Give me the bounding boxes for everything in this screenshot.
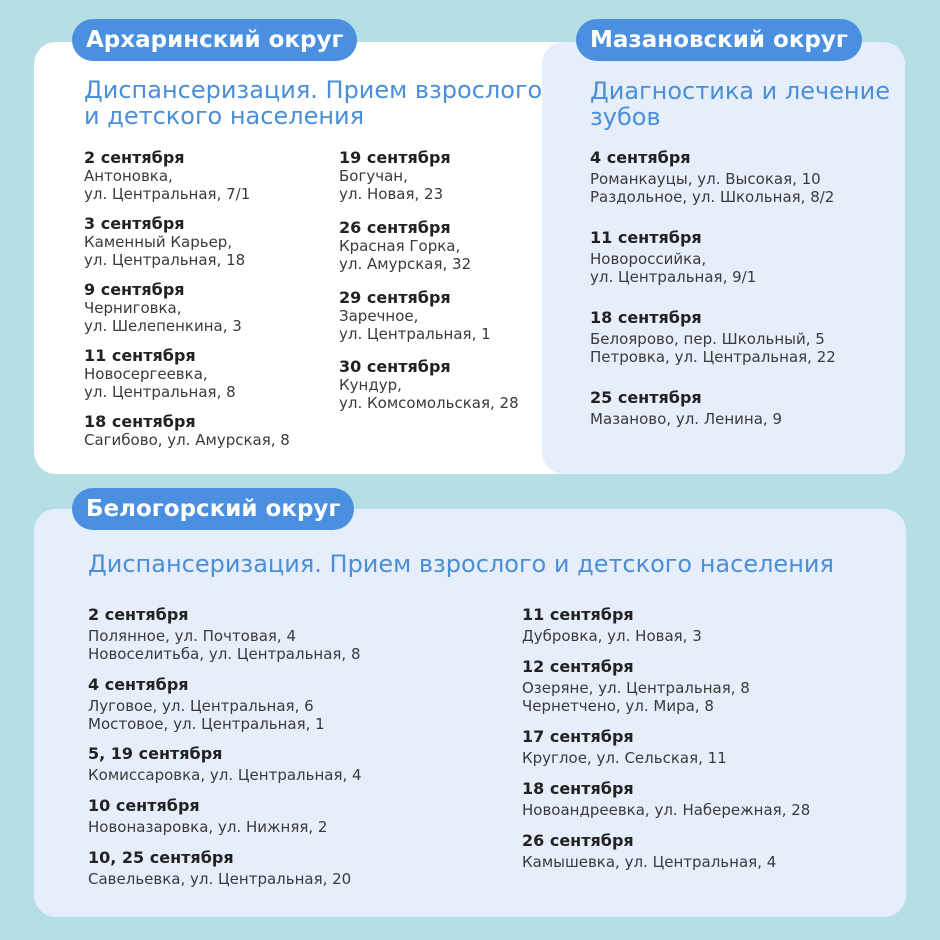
schedule-address: Новосергеевка, [84, 365, 208, 383]
schedule-address: Полянное, ул. Почтовая, 4 [88, 627, 296, 645]
schedule-entry [522, 727, 727, 767]
schedule-address: ул. Новая, 23 [339, 185, 444, 203]
schedule-date: 19 сентября [339, 148, 451, 167]
schedule-date: 5, 19 сентября [88, 744, 223, 763]
schedule-address: Сагибово, ул. Амурская, 8 [84, 431, 290, 449]
schedule-address: Новоандреевка, ул. Набережная, 28 [522, 801, 811, 819]
schedule-address: Новороссийка, [590, 250, 707, 268]
schedule-entry [88, 744, 362, 784]
schedule-date: 18 сентября [590, 308, 702, 327]
mazanovsky-subtitle: Диагностика и лечение зубов [590, 77, 890, 131]
schedule-address: Озеряне, ул. Центральная, 8 [522, 679, 750, 697]
schedule-entry [522, 779, 810, 819]
schedule-entry [88, 848, 351, 888]
schedule-entry [522, 605, 702, 645]
belogorsky-schedule-right [522, 605, 882, 885]
schedule-address: ул. Центральная, 7/1 [84, 185, 251, 203]
schedule-address: Новоназаровка, ул. Нижняя, 2 [88, 818, 328, 836]
schedule-address: Романкауцы, ул. Высокая, 10 [590, 170, 821, 188]
schedule-address: Комиссаровка, ул. Центральная, 4 [88, 766, 362, 784]
schedule-date: 12 сентября [522, 657, 634, 676]
schedule-entry [84, 346, 236, 401]
schedule-address: Белоярово, пер. Школьный, 5 [590, 330, 825, 348]
schedule-date: 30 сентября [339, 357, 451, 376]
schedule-address: Круглое, ул. Сельская, 11 [522, 749, 727, 767]
schedule-date: 11 сентября [84, 346, 196, 365]
belogorsky-schedule-left [88, 605, 488, 905]
schedule-address: Красная Горка, [339, 237, 461, 255]
schedule-date: 4 сентября [88, 675, 189, 694]
schedule-address: ул. Шелепенкина, 3 [84, 317, 242, 335]
schedule-address: ул. Комсомольская, 28 [339, 394, 519, 412]
schedule-address: Каменный Карьер, [84, 233, 233, 251]
belogorsky-subtitle: Диспансеризация. Прием взрослого и детского населения [88, 550, 834, 578]
mazanovsky-district-label: Мазановский округ [576, 19, 862, 61]
schedule-address: Луговое, ул. Центральная, 6 [88, 697, 314, 715]
schedule-date: 3 сентября [84, 214, 185, 233]
schedule-address: Новоселитьба, ул. Центральная, 8 [88, 645, 361, 663]
schedule-entry [590, 388, 782, 428]
schedule-address: Черниговка, [84, 299, 182, 317]
schedule-entry [339, 357, 519, 412]
schedule-address: Мазаново, ул. Ленина, 9 [590, 410, 782, 428]
arkharinsky-subtitle: Диспансеризация. Прием взрослого и детского населения [84, 76, 543, 130]
schedule-address: Кундур, [339, 376, 402, 394]
schedule-entry [84, 412, 290, 449]
schedule-address: Мостовое, ул. Центральная, 1 [88, 715, 325, 733]
schedule-entry [590, 228, 756, 286]
schedule-date: 10, 25 сентября [88, 848, 234, 867]
schedule-address: Раздольное, ул. Школьная, 8/2 [590, 188, 835, 206]
schedule-address: ул. Центральная, 8 [84, 383, 236, 401]
schedule-address: Савельевка, ул. Центральная, 20 [88, 870, 352, 888]
schedule-entry [88, 605, 361, 663]
schedule-address: Антоновка, [84, 167, 173, 185]
arkharinsky-schedule-left [84, 148, 324, 448]
schedule-address: ул. Амурская, 32 [339, 255, 472, 273]
schedule-date: 2 сентября [88, 605, 189, 624]
schedule-entry [84, 214, 245, 269]
schedule-date: 11 сентября [590, 228, 702, 247]
schedule-address: Богучан, [339, 167, 408, 185]
schedule-date: 2 сентября [84, 148, 185, 167]
arkharinsky-schedule-right [339, 148, 579, 418]
schedule-entry [590, 308, 836, 366]
schedule-date: 18 сентября [84, 412, 196, 431]
schedule-date: 25 сентября [590, 388, 702, 407]
schedule-entry [84, 148, 250, 203]
schedule-entry [522, 657, 750, 715]
schedule-date: 29 сентября [339, 288, 451, 307]
schedule-address: ул. Центральная, 1 [339, 325, 491, 343]
schedule-date: 17 сентября [522, 727, 634, 746]
schedule-address: ул. Центральная, 9/1 [590, 268, 757, 286]
mazanovsky-schedule [590, 148, 890, 438]
schedule-entry [88, 675, 325, 733]
arkharinsky-district-label: Архаринский округ [72, 19, 357, 61]
schedule-date: 18 сентября [522, 779, 634, 798]
schedule-entry [590, 148, 834, 206]
schedule-entry [522, 831, 776, 871]
schedule-address: Петровка, ул. Центральная, 22 [590, 348, 836, 366]
schedule-date: 26 сентября [339, 218, 451, 237]
schedule-entry [339, 148, 451, 203]
schedule-entry [88, 796, 327, 836]
schedule-date: 9 сентября [84, 280, 185, 299]
schedule-entry [339, 218, 471, 273]
schedule-entry [339, 288, 491, 343]
schedule-date: 26 сентября [522, 831, 634, 850]
schedule-entry [84, 280, 242, 335]
schedule-date: 4 сентября [590, 148, 691, 167]
schedule-date: 11 сентября [522, 605, 634, 624]
schedule-address: Камышевка, ул. Центральная, 4 [522, 853, 777, 871]
schedule-address: Заречное, [339, 307, 419, 325]
belogorsky-district-label: Белогорский округ [72, 488, 354, 530]
schedule-date: 10 сентября [88, 796, 200, 815]
schedule-address: ул. Центральная, 18 [84, 251, 246, 269]
schedule-address: Дубровка, ул. Новая, 3 [522, 627, 702, 645]
schedule-address: Чернетчено, ул. Мира, 8 [522, 697, 714, 715]
